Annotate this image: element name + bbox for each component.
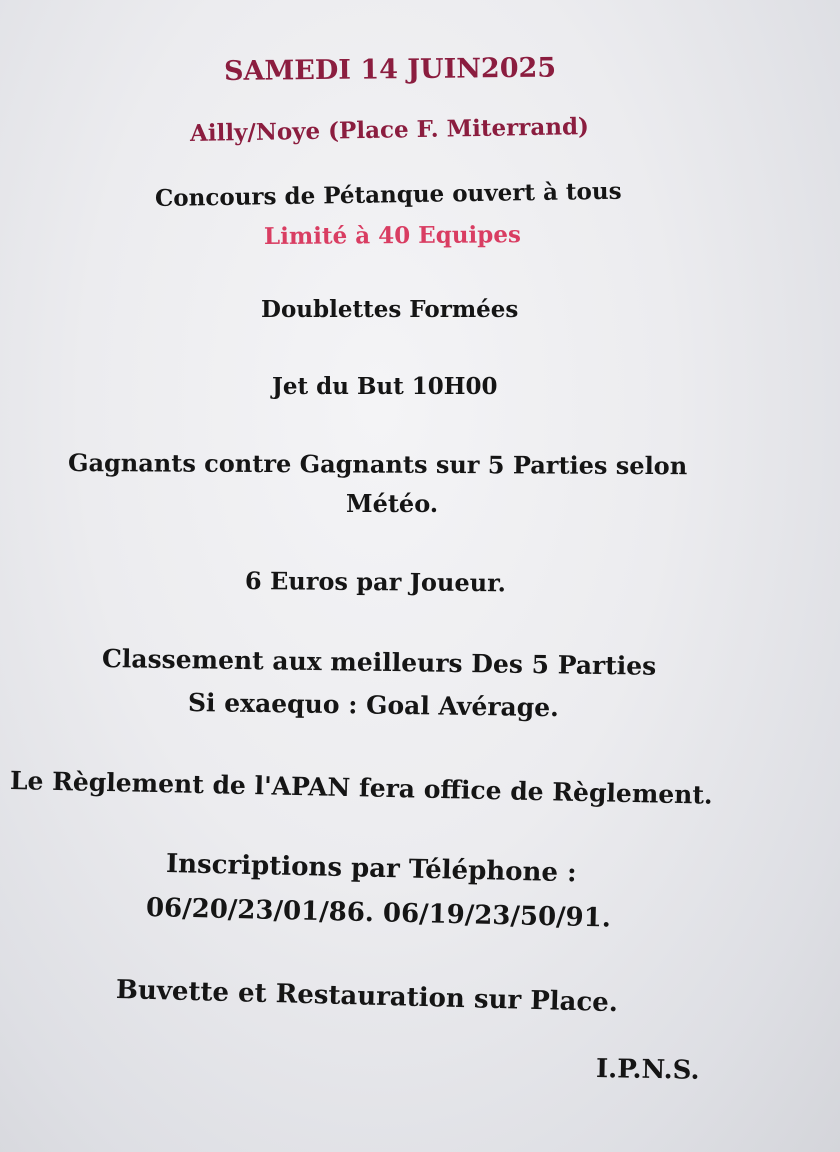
team-limit: Limité à 40 Equipes [263, 221, 522, 250]
start-time: Jet du But 10H00 [272, 373, 498, 400]
event-location: Ailly/Noye (Place F. Miterrand) [189, 113, 590, 147]
registration-line1: Inscriptions par Téléphone : [165, 849, 577, 889]
footer-ipns: I.P.N.S. [595, 1054, 700, 1086]
ranking-line2: Si exaequo : Goal Avérage. [187, 688, 560, 723]
rules-text: Le Règlement de l'APAN fera office de Règlement. [9, 766, 713, 810]
games-info-line2: Météo. [346, 489, 439, 518]
entry-price: 6 Euros par Joueur. [244, 566, 507, 598]
team-format: Doublettes Formées [261, 296, 519, 323]
event-title: Concours de Pétanque ouvert à tous [154, 177, 622, 212]
games-info-line1: Gagnants contre Gagnants sur 5 Parties selon [67, 448, 688, 481]
event-date: SAMEDI 14 JUIN2025 [223, 52, 557, 87]
registration-phones: 06/20/23/01/86. 06/19/23/50/91. [145, 893, 612, 934]
catering-info: Buvette et Restauration sur Place. [115, 975, 619, 1019]
ranking-line1: Classement aux meilleurs Des 5 Parties [101, 644, 657, 681]
